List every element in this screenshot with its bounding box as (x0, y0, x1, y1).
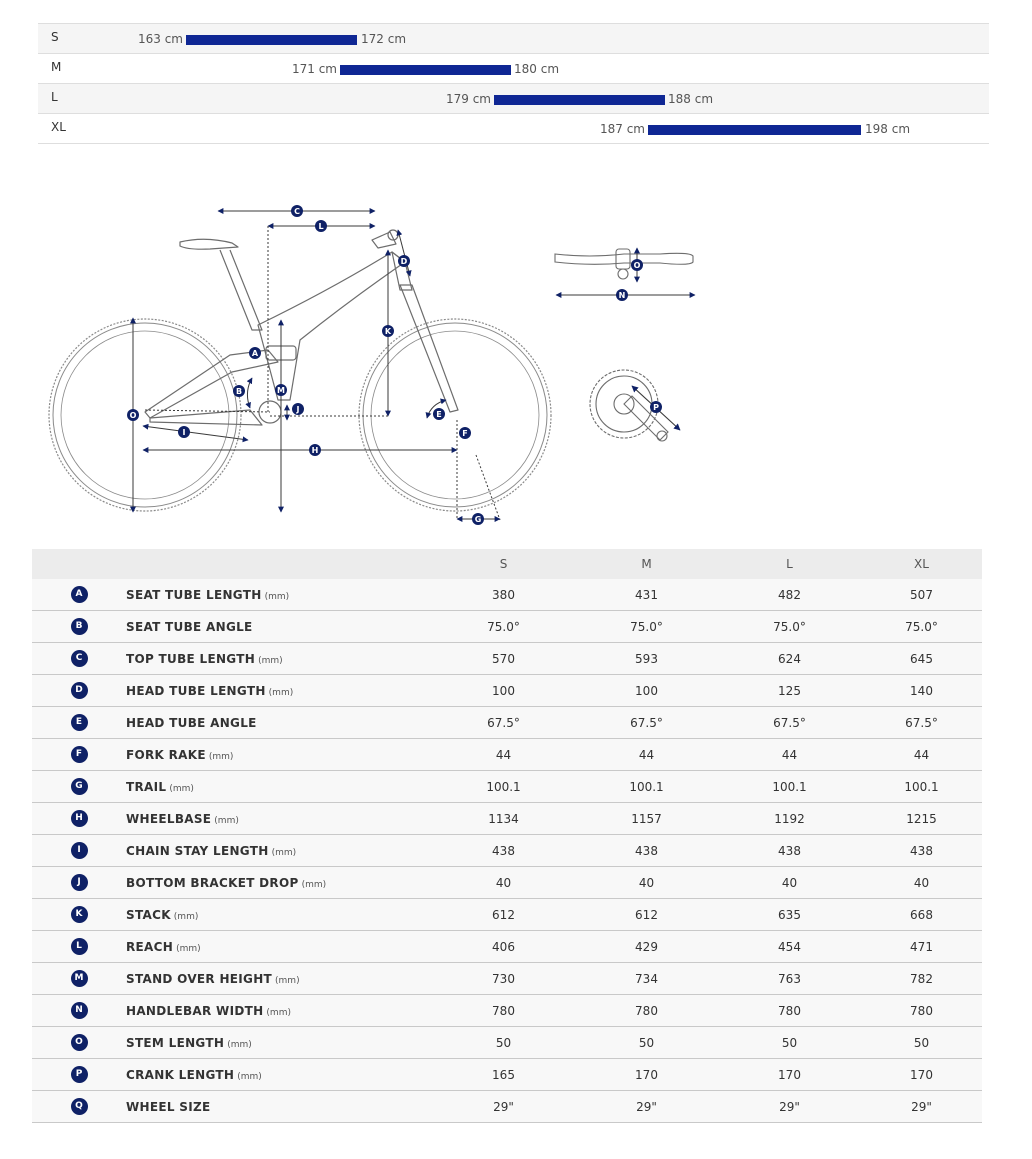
measurement-name: TRAIL (126, 779, 167, 794)
row-badge-cell (32, 963, 126, 995)
min-height-label: 171 cm (291, 62, 337, 76)
measurement-name-cell (126, 803, 432, 835)
measurement-unit: (mm) (176, 943, 201, 954)
measurement-name: REACH (126, 939, 174, 954)
min-height-label: 187 cm (599, 122, 645, 136)
measurement-letter-badge: J (71, 874, 88, 891)
row-badge-cell (32, 1091, 126, 1123)
measurement-name-cell (126, 867, 432, 899)
value-cell-l: 763 (718, 963, 861, 995)
size-range-row (38, 83, 989, 113)
measurement-letter-badge: C (71, 650, 88, 667)
value-cell-m: 1157 (575, 803, 718, 835)
measurement-name: STACK (126, 907, 171, 922)
row-badge-cell (32, 931, 126, 963)
value-cell-s: 100 (432, 675, 575, 707)
measurement-letter-badge: H (71, 810, 88, 827)
value-cell-l: 438 (718, 835, 861, 867)
column-header-m: M (575, 549, 718, 579)
size-label: S (51, 30, 59, 44)
badge-n (616, 289, 628, 301)
value-cell-m: 612 (575, 899, 718, 931)
bike-geometry-diagram (0, 190, 1032, 535)
rider-height-chart (38, 23, 989, 144)
table-row (32, 995, 982, 1027)
badge-l (315, 220, 327, 232)
table-row (32, 643, 982, 675)
value-cell-l: 1192 (718, 803, 861, 835)
svg-text:J: J (296, 405, 300, 414)
svg-text:K: K (384, 327, 392, 336)
measurement-name-cell (126, 579, 432, 611)
row-badge-cell (32, 771, 126, 803)
value-cell-s: 612 (432, 899, 575, 931)
svg-text:D: D (400, 257, 408, 266)
value-cell-l: 29" (718, 1091, 861, 1123)
value-cell-m: 50 (575, 1027, 718, 1059)
value-cell-m: 67.5° (575, 707, 718, 739)
size-range-row (38, 53, 989, 83)
value-cell-l: 454 (718, 931, 861, 963)
table-row (32, 835, 982, 867)
min-height-label: 179 cm (445, 92, 491, 106)
value-cell-m: 734 (575, 963, 718, 995)
measurement-name: WHEEL SIZE (126, 1099, 211, 1114)
measurement-name-cell (126, 931, 432, 963)
measurement-name: STEM LENGTH (126, 1035, 225, 1050)
value-cell-m: 431 (575, 579, 718, 611)
measurement-unit: (mm) (268, 687, 294, 698)
row-badge-cell (32, 867, 126, 899)
value-cell-xl: 75.0° (861, 611, 982, 643)
svg-text:I: I (182, 428, 186, 437)
value-cell-s: 438 (432, 835, 575, 867)
measurement-unit: (mm) (301, 879, 327, 890)
row-badge-cell (32, 579, 126, 611)
measurement-letter-badge: M (71, 970, 88, 987)
measurement-letter-badge: L (71, 938, 88, 955)
measurement-name: WHEELBASE (126, 811, 212, 826)
measurement-unit: (mm) (275, 975, 300, 986)
bike-frame (145, 230, 458, 425)
table-body (32, 579, 982, 1123)
measurement-name-cell (126, 643, 432, 675)
value-cell-xl: 140 (861, 675, 982, 707)
value-cell-m: 100.1 (575, 771, 718, 803)
measurement-letter-badge: B (71, 618, 88, 635)
table-row (32, 707, 982, 739)
max-height-label: 198 cm (865, 122, 911, 136)
svg-text:B: B (235, 387, 243, 396)
measurement-unit: (mm) (169, 783, 194, 794)
value-cell-l: 635 (718, 899, 861, 931)
measurement-letter-badge: K (71, 906, 88, 923)
value-cell-l: 40 (718, 867, 861, 899)
row-badge-cell (32, 707, 126, 739)
measurement-name: SEAT TUBE LENGTH (126, 587, 262, 602)
svg-text:H: H (311, 446, 319, 455)
column-header-xl: XL (861, 549, 982, 579)
svg-text:A: A (251, 349, 259, 358)
svg-text:M: M (277, 386, 285, 395)
measurement-name-cell (126, 835, 432, 867)
value-cell-xl: 507 (861, 579, 982, 611)
table-row (32, 739, 982, 771)
table-row (32, 867, 982, 899)
value-cell-l: 75.0° (718, 611, 861, 643)
value-cell-xl: 50 (861, 1027, 982, 1059)
header-blank (32, 549, 126, 579)
measurement-name: FORK RAKE (126, 747, 206, 762)
measurement-name: CHAIN STAY LENGTH (126, 843, 269, 858)
svg-text:N: N (618, 291, 626, 300)
value-cell-s: 100.1 (432, 771, 575, 803)
row-badge-cell (32, 739, 126, 771)
svg-text:C: C (294, 207, 300, 216)
value-cell-l: 125 (718, 675, 861, 707)
value-cell-xl: 780 (861, 995, 982, 1027)
value-cell-m: 40 (575, 867, 718, 899)
table-row (32, 963, 982, 995)
row-badge-cell (32, 643, 126, 675)
measurement-name-cell (126, 707, 432, 739)
column-header-l: L (718, 549, 861, 579)
badge-h (309, 444, 321, 456)
badge-j (292, 403, 304, 415)
measurement-letter-badge: O (71, 1034, 88, 1051)
row-badge-cell (32, 803, 126, 835)
table-row (32, 579, 982, 611)
value-cell-xl: 645 (861, 643, 982, 675)
measurement-name-cell (126, 1091, 432, 1123)
badge-e (433, 408, 445, 420)
value-cell-s: 380 (432, 579, 575, 611)
svg-text:L: L (318, 222, 324, 231)
measurement-unit: (mm) (271, 847, 297, 858)
value-cell-m: 75.0° (575, 611, 718, 643)
measurement-name: STAND OVER HEIGHT (126, 971, 273, 986)
table-row (32, 803, 982, 835)
table-row (32, 899, 982, 931)
value-cell-s: 44 (432, 739, 575, 771)
value-cell-xl: 782 (861, 963, 982, 995)
row-badge-cell (32, 835, 126, 867)
value-cell-s: 406 (432, 931, 575, 963)
rear-wheel (49, 319, 241, 511)
value-cell-s: 50 (432, 1027, 575, 1059)
measurement-name-cell (126, 611, 432, 643)
table-row (32, 611, 982, 643)
measurement-name: SEAT TUBE ANGLE (126, 619, 253, 634)
measurement-name-cell (126, 675, 432, 707)
measurement-name: CRANK LENGTH (126, 1067, 235, 1082)
max-height-label: 172 cm (361, 32, 407, 46)
height-range-bar (186, 35, 357, 45)
measurement-letter-badge: E (71, 714, 88, 731)
value-cell-m: 29" (575, 1091, 718, 1123)
header-blank (126, 549, 432, 579)
svg-text:E: E (436, 410, 442, 419)
measurement-letter-badge: F (71, 746, 88, 763)
badge-o-wheel (127, 409, 139, 421)
svg-text:F: F (462, 429, 468, 438)
size-range-row (38, 23, 989, 53)
measurement-unit: (mm) (258, 655, 283, 666)
height-range-bar (340, 65, 511, 75)
value-cell-s: 570 (432, 643, 575, 675)
table-header-row (32, 549, 982, 579)
value-cell-m: 438 (575, 835, 718, 867)
row-badge-cell (32, 995, 126, 1027)
value-cell-s: 780 (432, 995, 575, 1027)
measurement-name-cell (126, 1059, 432, 1091)
value-cell-s: 165 (432, 1059, 575, 1091)
row-badge-cell (32, 611, 126, 643)
row-badge-cell (32, 1027, 126, 1059)
row-badge-cell (32, 899, 126, 931)
measurement-unit: (mm) (214, 815, 239, 826)
measurement-letter-badge: P (71, 1066, 88, 1083)
measurement-unit: (mm) (208, 751, 234, 762)
badge-o-stem (631, 259, 643, 271)
measurement-letter-badge: G (71, 778, 88, 795)
measurement-name-cell (126, 771, 432, 803)
geometry-table (32, 549, 982, 1123)
measurement-letter-badge: I (71, 842, 88, 859)
badge-k (382, 325, 394, 337)
crankset-detail (590, 370, 680, 441)
measurement-name: BOTTOM BRACKET DROP (126, 875, 299, 890)
value-cell-m: 100 (575, 675, 718, 707)
value-cell-xl: 44 (861, 739, 982, 771)
value-cell-s: 730 (432, 963, 575, 995)
measurement-letter-badge: Q (71, 1098, 88, 1115)
value-cell-l: 50 (718, 1027, 861, 1059)
badge-g (472, 513, 484, 525)
measurement-name-cell (126, 899, 432, 931)
value-cell-s: 1134 (432, 803, 575, 835)
value-cell-m: 593 (575, 643, 718, 675)
measurement-name-cell (126, 995, 432, 1027)
measurement-name: HEAD TUBE ANGLE (126, 715, 257, 730)
value-cell-l: 780 (718, 995, 861, 1027)
value-cell-l: 482 (718, 579, 861, 611)
badge-i (178, 426, 190, 438)
value-cell-xl: 471 (861, 931, 982, 963)
badge-c (291, 205, 303, 217)
min-height-label: 163 cm (137, 32, 183, 46)
measurement-name: HANDLEBAR WIDTH (126, 1003, 264, 1018)
value-cell-l: 67.5° (718, 707, 861, 739)
badge-m (275, 384, 287, 396)
value-cell-xl: 100.1 (861, 771, 982, 803)
value-cell-xl: 67.5° (861, 707, 982, 739)
value-cell-s: 75.0° (432, 611, 575, 643)
measurement-unit: (mm) (264, 591, 290, 602)
table-row (32, 771, 982, 803)
value-cell-l: 44 (718, 739, 861, 771)
value-cell-s: 40 (432, 867, 575, 899)
measurement-name-cell (126, 1027, 432, 1059)
value-cell-l: 624 (718, 643, 861, 675)
max-height-label: 180 cm (514, 62, 560, 76)
value-cell-m: 780 (575, 995, 718, 1027)
badge-d (398, 255, 410, 267)
value-cell-l: 170 (718, 1059, 861, 1091)
svg-text:P: P (653, 403, 659, 412)
measurement-unit: (mm) (237, 1071, 262, 1082)
table-row (32, 675, 982, 707)
measurement-letter-badge: A (71, 586, 88, 603)
row-badge-cell (32, 675, 126, 707)
measurement-letter-badge: N (71, 1002, 88, 1019)
value-cell-m: 44 (575, 739, 718, 771)
measurement-name-cell (126, 963, 432, 995)
measurement-name-cell (126, 739, 432, 771)
size-label: L (51, 90, 58, 104)
size-label: M (51, 60, 62, 74)
table-row (32, 1059, 982, 1091)
value-cell-xl: 40 (861, 867, 982, 899)
value-cell-xl: 1215 (861, 803, 982, 835)
table-row (32, 1027, 982, 1059)
badge-p (650, 401, 662, 413)
measurement-letter-badge: D (71, 682, 88, 699)
column-header-s: S (432, 549, 575, 579)
badge-f (459, 427, 471, 439)
value-cell-xl: 29" (861, 1091, 982, 1123)
value-cell-s: 67.5° (432, 707, 575, 739)
badge-b (233, 385, 245, 397)
value-cell-s: 29" (432, 1091, 575, 1123)
measurement-name: TOP TUBE LENGTH (126, 651, 256, 666)
value-cell-xl: 438 (861, 835, 982, 867)
svg-text:G: G (474, 515, 482, 524)
value-cell-xl: 668 (861, 899, 982, 931)
value-cell-m: 429 (575, 931, 718, 963)
measurement-name: HEAD TUBE LENGTH (126, 683, 266, 698)
height-range-bar (494, 95, 665, 105)
height-range-bar (648, 125, 861, 135)
svg-text:O: O (129, 411, 137, 420)
value-cell-xl: 170 (861, 1059, 982, 1091)
max-height-label: 188 cm (668, 92, 714, 106)
measurement-unit: (mm) (266, 1007, 291, 1018)
badge-a (249, 347, 261, 359)
size-range-row (38, 113, 989, 144)
measurement-lines (133, 211, 500, 520)
value-cell-l: 100.1 (718, 771, 861, 803)
row-badge-cell (32, 1059, 126, 1091)
svg-text:O: O (633, 261, 641, 270)
measurement-unit: (mm) (227, 1039, 252, 1050)
table-row (32, 1091, 982, 1123)
measurement-unit: (mm) (173, 911, 199, 922)
table-row (32, 931, 982, 963)
handlebar-detail (555, 248, 695, 295)
value-cell-m: 170 (575, 1059, 718, 1091)
diagram-badges (127, 205, 662, 525)
size-label: XL (51, 120, 66, 134)
